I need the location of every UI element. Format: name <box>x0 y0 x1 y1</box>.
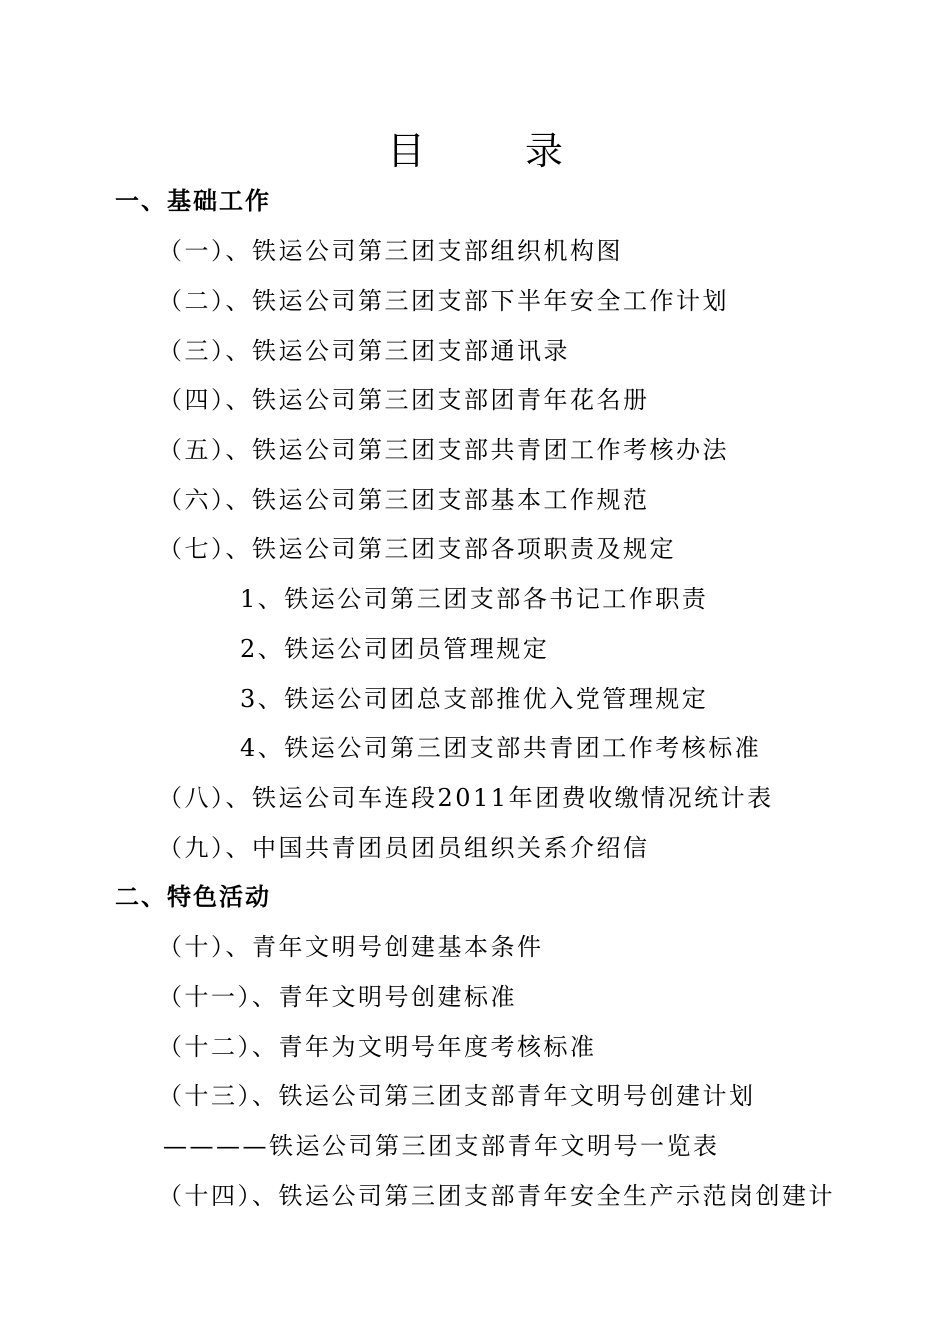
toc-item: （十三）、铁运公司第三团支部青年文明号创建计划 <box>158 1082 756 1110</box>
toc-subitem: 2、铁运公司团员管理规定 <box>240 635 550 663</box>
toc-item: （三）、铁运公司第三团支部通讯录 <box>158 337 570 365</box>
toc-subentry: ————铁运公司第三团支部青年文明号一览表 <box>163 1132 720 1160</box>
toc-item: （十二）、青年为文明号年度考核标准 <box>158 1033 597 1061</box>
toc-item: （七）、铁运公司第三团支部各项职责及规定 <box>158 535 676 563</box>
toc-subitem: 4、铁运公司第三团支部共青团工作考核标准 <box>240 734 762 762</box>
toc-subitem: 1、铁运公司第三团支部各书记工作职责 <box>240 585 709 613</box>
toc-item: （二）、铁运公司第三团支部下半年安全工作计划 <box>158 287 729 315</box>
section-heading-basic-work: 一、基础工作 <box>115 187 271 215</box>
toc-item: （九）、中国共青团员团员组织关系介绍信 <box>158 834 650 862</box>
toc-item: （十四）、铁运公司第三团支部青年安全生产示范岗创建计 <box>158 1182 835 1210</box>
section-heading-featured-activities: 二、特色活动 <box>115 883 271 911</box>
page-title: 目 录 <box>386 129 608 173</box>
toc-item: （一）、铁运公司第三团支部组织机构图 <box>158 237 623 265</box>
toc-item: （十一）、青年文明号创建标准 <box>158 983 517 1011</box>
toc-item: （十）、青年文明号创建基本条件 <box>158 933 544 961</box>
toc-item: （四）、铁运公司第三团支部团青年花名册 <box>158 386 650 414</box>
toc-item: （五）、铁运公司第三团支部共青团工作考核办法 <box>158 436 729 464</box>
toc-item: （八）、铁运公司车连段2011年团费收缴情况统计表 <box>158 784 774 812</box>
toc-item: （六）、铁运公司第三团支部基本工作规范 <box>158 486 650 514</box>
toc-subitem: 3、铁运公司团总支部推优入党管理规定 <box>240 685 709 713</box>
